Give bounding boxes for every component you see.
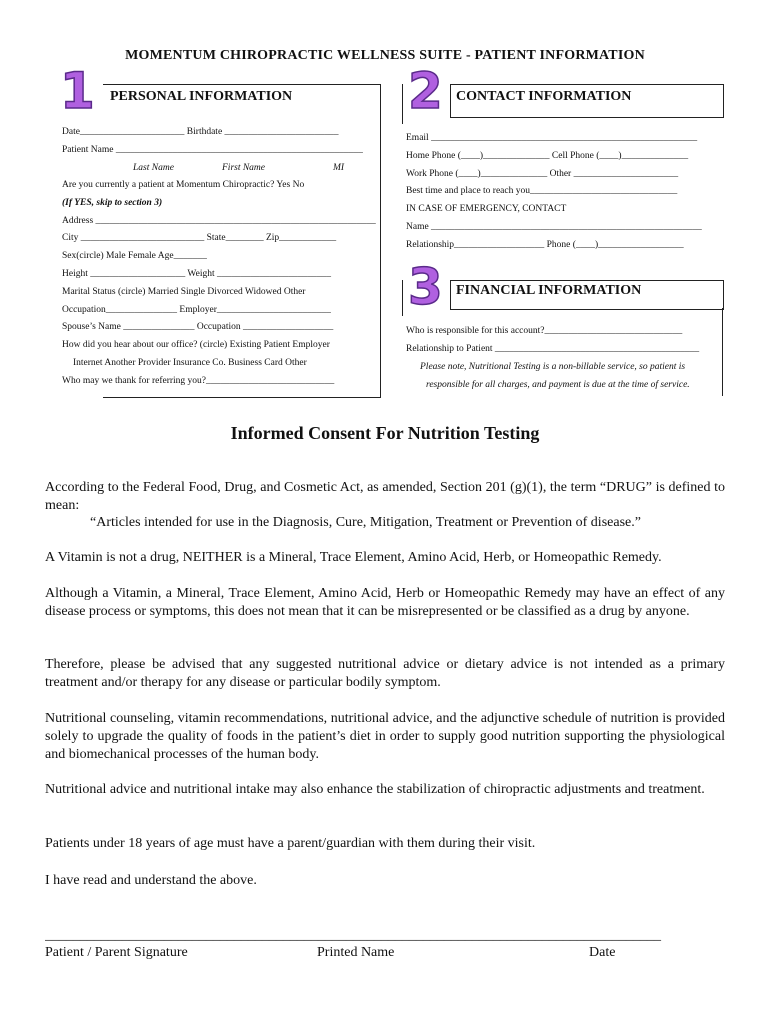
consent-paragraph-4: Therefore, please be advised that any suggested nutritional advice or dietary advice is not intended as a primary treatment and/or therapy for any disease or particular bodily symptom. (45, 657, 725, 690)
billing-note-line2: responsible for all charges, and payment is due at the time of service. (426, 380, 690, 390)
financial-left-rule (402, 280, 403, 316)
date-birthdate-field[interactable]: Date______________________ Birthdate ________________________ (62, 127, 339, 137)
consent-paragraph-5: Nutritional counseling, vitamin recommendations, nutritional advice, and the adjunctive schedule of nutrition is provided solely to upgrade the quality of foods in the patient’s diet in order to supply good nutrition supporting the physiological and biomechanical processes of the human body. (45, 711, 725, 762)
consent-paragraph-3: Although a Vitamin, a Mineral, Trace Element, Amino Acid, Herb or Homeopathic Remedy may have an effect of any disease process or symptoms, this does not mean that it can be misrepresented or be classified as a drug by anyone. (45, 586, 725, 619)
contact-left-rule (402, 84, 403, 124)
personal-info-title: PERSONAL INFORMATION (110, 89, 293, 104)
billing-note-line1: Please note, Nutritional Testing is a non-billable service, so patient is (420, 362, 686, 372)
spouse-field[interactable]: Spouse’s Name _______________ Occupation ___________________ (62, 322, 334, 332)
emergency-contact-label: IN CASE OF EMERGENCY, CONTACT (406, 204, 567, 214)
drug-definition-quote: “Articles intended for use in the Diagnosis, Cure, Mitigation, Treatment or Prevention of disease.” (90, 515, 641, 530)
signature-line[interactable]: ________________________________________________________________________________________ (45, 928, 661, 943)
city-state-zip-field[interactable]: City __________________________ State________ Zip____________ (62, 233, 337, 243)
height-weight-field[interactable]: Height ____________________ Weight ________________________ (62, 269, 332, 279)
consent-paragraph-2: A Vitamin is not a drug, NEITHER is a Mineral, Trace Element, Amino Acid, Herb, or Homeopathic Remedy. (45, 550, 662, 565)
consent-paragraph-7: Patients under 18 years of age must have a parent/guardian with them during their visit. (45, 836, 536, 851)
relationship-to-patient-field[interactable]: Relationship to Patient ___________________________________________ (406, 344, 700, 354)
occupation-employer-field[interactable]: Occupation_______________ Employer________________________ (62, 305, 331, 315)
contact-info-title: CONTACT INFORMATION (456, 89, 632, 104)
emergency-name-field[interactable]: Name _________________________________________________________ (406, 222, 702, 232)
referral-source-question[interactable]: How did you hear about our office? (circle) Existing Patient Employer (62, 340, 330, 350)
address-field[interactable]: Address ___________________________________________________________ (62, 216, 376, 226)
signature-label: Patient / Parent Signature (45, 945, 188, 960)
section-2-number: 2 (408, 62, 443, 120)
email-field[interactable]: Email ________________________________________________________ (406, 133, 698, 143)
best-time-field[interactable]: Best time and place to reach you_______________________________ (406, 186, 678, 196)
page-title: MOMENTUM CHIROPRACTIC WELLNESS SUITE - PATIENT INFORMATION (125, 48, 645, 63)
financial-info-title: FINANCIAL INFORMATION (456, 283, 642, 298)
sex-age-field[interactable]: Sex(circle) Male Female Age_______ (62, 251, 207, 261)
consent-paragraph-1: According to the Federal Food, Drug, and Cosmetic Act, as amended, Section 201 (g)(1), the term “DRUG” is defined to mean: (45, 480, 725, 513)
consent-heading: Informed Consent For Nutrition Testing (230, 423, 540, 443)
consent-paragraph-6: Nutritional advice and nutritional intake may also enhance the stabilization of chiropractic adjustments and treatment. (45, 782, 705, 797)
printed-name-label: Printed Name (317, 945, 395, 960)
home-cell-phone-field[interactable]: Home Phone (____)______________ Cell Phone (____)______________ (406, 151, 689, 161)
work-other-phone-field[interactable]: Work Phone (____)______________ Other ______________________ (406, 169, 679, 179)
section-3-number: 3 (408, 258, 443, 316)
skip-note: (If YES, skip to section 3) (62, 198, 163, 208)
consent-paragraph-8: I have read and understand the above. (45, 873, 257, 888)
patient-name-field[interactable]: Patient Name ____________________________________________________ (62, 145, 363, 155)
first-name-label: First Name (222, 163, 266, 173)
emergency-relationship-phone-field[interactable]: Relationship___________________ Phone (____)__________________ (406, 240, 684, 250)
referral-source-options[interactable]: Internet Another Provider Insurance Co. Business Card Other (73, 358, 307, 368)
section-1-number: 1 (60, 62, 95, 120)
financial-right-rule (722, 308, 723, 396)
last-name-label: Last Name (133, 163, 174, 173)
referrer-thanks-field[interactable]: Who may we thank for referring you?___________________________ (62, 376, 335, 386)
date-label: Date (589, 945, 616, 960)
responsible-party-field[interactable]: Who is responsible for this account?_____________________________ (406, 326, 683, 336)
mi-label: MI (333, 163, 345, 173)
marital-status-field[interactable]: Marital Status (circle) Married Single Divorced Widowed Other (62, 287, 306, 297)
current-patient-question[interactable]: Are you currently a patient at Momentum Chiropractic? Yes No (62, 180, 305, 190)
